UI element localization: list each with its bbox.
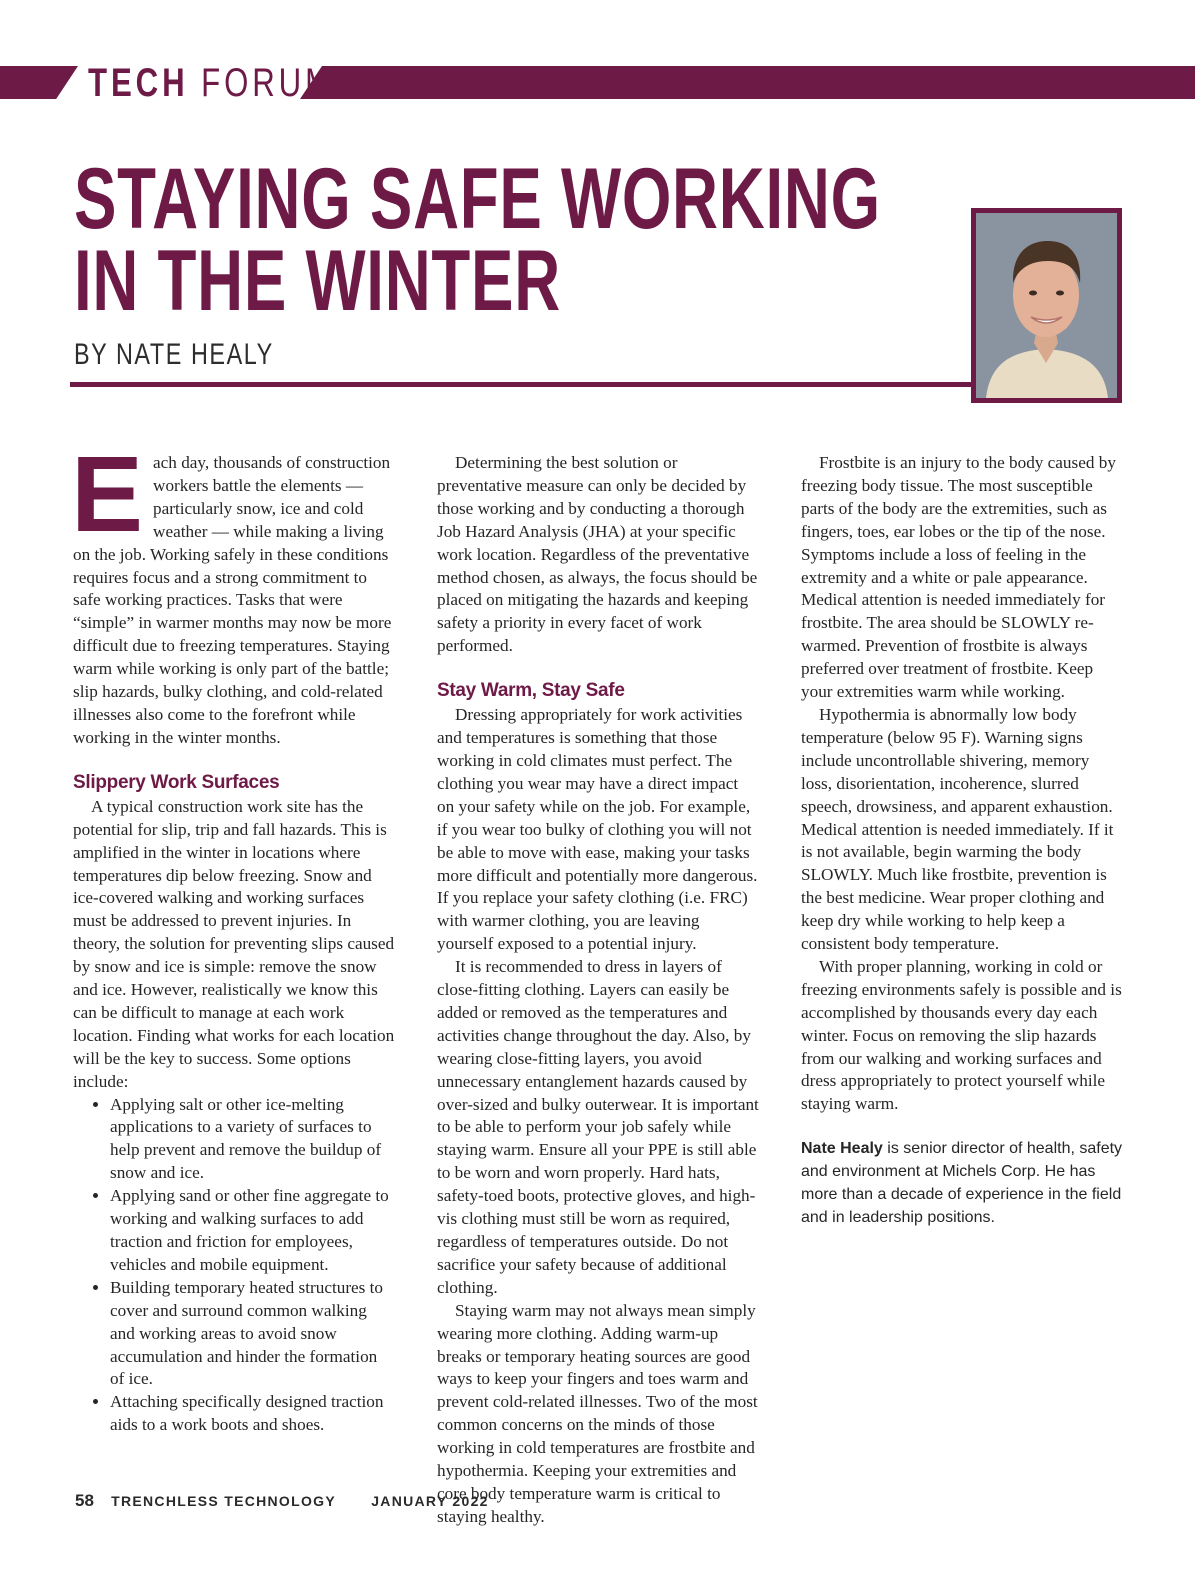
warmup-paragraph: Staying warm may not always mean simply wearing more clothing. Adding warm-up breaks or temporary heating sources are good ways to keep your fingers and toes warm and prevent cold-related illnesses. Two of the most common concerns on the minds of those working in cold temperatures are frostbite and hypothermia. Keeping your extremities and core body temperature warm is critical to staying healthy. [437,1300,758,1526]
list-item: • Applying salt or other ice-melting applications to a variety of surfaces to help prevent and remove the buildup of snow and ice. [110,1094,395,1186]
page-number: 58 [75,1491,94,1510]
intro-text: ach day, thousands of construction workers battle the elements — particularly snow, ice and cold weather — while making a living on the job. Working safely in these conditions requires focus and a strong commitment to safe working practices. Tasks that were “simple” in warmer months may now be more difficult due to freezing temperatures. Staying warm while working is only part of the battle; slip hazards, bulky clothing, and cold-related illnesses also come to the forefront while working in the winter months. [73,453,392,747]
magazine-name: TRENCHLESS TECHNOLOGY [111,1493,336,1509]
section-label-forum: FORUM [201,61,335,105]
heading-stay-warm-stay-safe: Stay Warm, Stay Safe [437,680,625,702]
section-banner-left [0,66,78,99]
column-1 [71,433,395,1437]
author-bio-text: is senior director of health, safety and environment at Michels Corp. He has more than a decade of experience in the field and in leadership positions. [801,1140,1123,1226]
article-title-line-2: IN THE WINTER [74,233,561,329]
issue-date: JANUARY 2022 [371,1493,489,1509]
page-footer [75,1491,489,1511]
article-title [74,151,881,329]
list-item: • Building temporary heated structures to cover and surround common walking and working areas to avoid snow accumulation and hinder the formation of ice. [110,1277,395,1392]
list-item: • Applying sand or other fine aggregate to working and walking surfaces to add traction and friction for employees, vehicles and mobile equipment. [110,1185,395,1277]
section-banner-right [300,66,1195,99]
layers-paragraph: It is recommended to dress in layers of close-fitting clothing. Layers can easily be added or removed as the temperatures and activities change throughout the day. Also, by wearing close-fitting layers, you avoid unnecessary entanglement hazards caused by over-sized and bulky outerwear. It is important to be able to perform your job safely while staying warm. Ensure all your PPE is still able to be worn and worn properly. Hard hats, safety-toed boots, protective gloves, and high-vis clothing must still be worn as required, regardless of temperatures outside. Do not sacrifice your safety because of additional clothing. [437,957,759,1297]
closing-paragraph: With proper planning, working in cold or freezing environments safely is possible and is accomplished by thousands every day each winter. Focus on removing the slip hazards from our walking and working surfaces and dress appropriately to protect yourself while staying warm. [801,956,1122,1114]
slippery-paragraph: A typical construction work site has the potential for slip, trip and fall hazards. This is amplified in the winter in locations where temperatures dip below freezing. Snow and ice-covered walking and working surfaces must be addressed to prevent injuries. In theory, the solution for preventing slips caused by snow and ice is simple: remove the snow and ice. However, realistically we know this can be difficult to manage at each work location. Finding what works for each location will be the key to success. Some options include: [73,796,395,1091]
article-title-line-1: STAYING SAFE WORKING [74,151,881,247]
jha-paragraph: Determining the best solution or preventative measure can only be decided by those working and by conducting a thorough Job Hazard Analysis (JHA) at your specific work location. Regardless of the preventative method chosen, as always, the focus should be placed on mitigating the hazards and keeping safety a priority in every facet of work performed. [437,453,758,656]
author-bio [801,1138,1123,1230]
column-2 [437,452,759,1529]
author-photo [971,208,1122,403]
byline: BY NATE HEALY [74,338,274,371]
intro-paragraph [71,433,395,750]
heading-slippery-work-surfaces: Slippery Work Surfaces [73,771,280,793]
author-bio-name: Nate Healy [801,1140,883,1158]
author-portrait-illustration [976,213,1117,398]
section-label [88,60,335,106]
frostbite-paragraph: Frostbite is an injury to the body caused by freezing body tissue. The most susceptible parts of the body are the extremities, such as fingers, toes, ear lobes or the tip of the nose. Symptoms include a loss of feeling in the extremity and a white or pale appearance. Medical attention is needed immediately for frostbite. The area should be SLOWLY re-warmed. Prevention of frostbite is always preferred over treatment of frostbite. Keep your extremities warm while working. [801,453,1116,702]
dressing-paragraph: Dressing appropriately for work activities and temperatures is something that those working in cold climates must perfect. The clothing you wear may have a direct impact on your safety while on the job. For example, if you wear too bulky of clothing you will not be able to move with ease, making your tasks more difficult and potentially more dangerous. If you replace your safety clothing (i.e. FRC) with warmer clothing, you are leaving yourself exposed to a potential injury. [437,705,758,954]
section-label-tech: TECH [88,61,189,105]
header-rule [70,382,975,387]
list-item: • Attaching specifically designed traction aids to a work boots and shoes. [110,1391,395,1437]
column-3 [801,452,1123,1230]
hypothermia-paragraph: Hypothermia is abnormally low body temperature (below 95 F). Warning signs include uncontrollable shivering, memory loss, disorientation, incoherence, slurred speech, drowsiness, and apparent exhaustion. Medical attention is needed immediately. If it is not available, begin warming the body SLOWLY. Much like frostbite, prevention is the best medicine. Wear proper clothing and keep dry while working to help keep a consistent body temperature. [801,704,1114,954]
drop-cap: E [71,433,144,554]
options-list [73,1094,395,1438]
